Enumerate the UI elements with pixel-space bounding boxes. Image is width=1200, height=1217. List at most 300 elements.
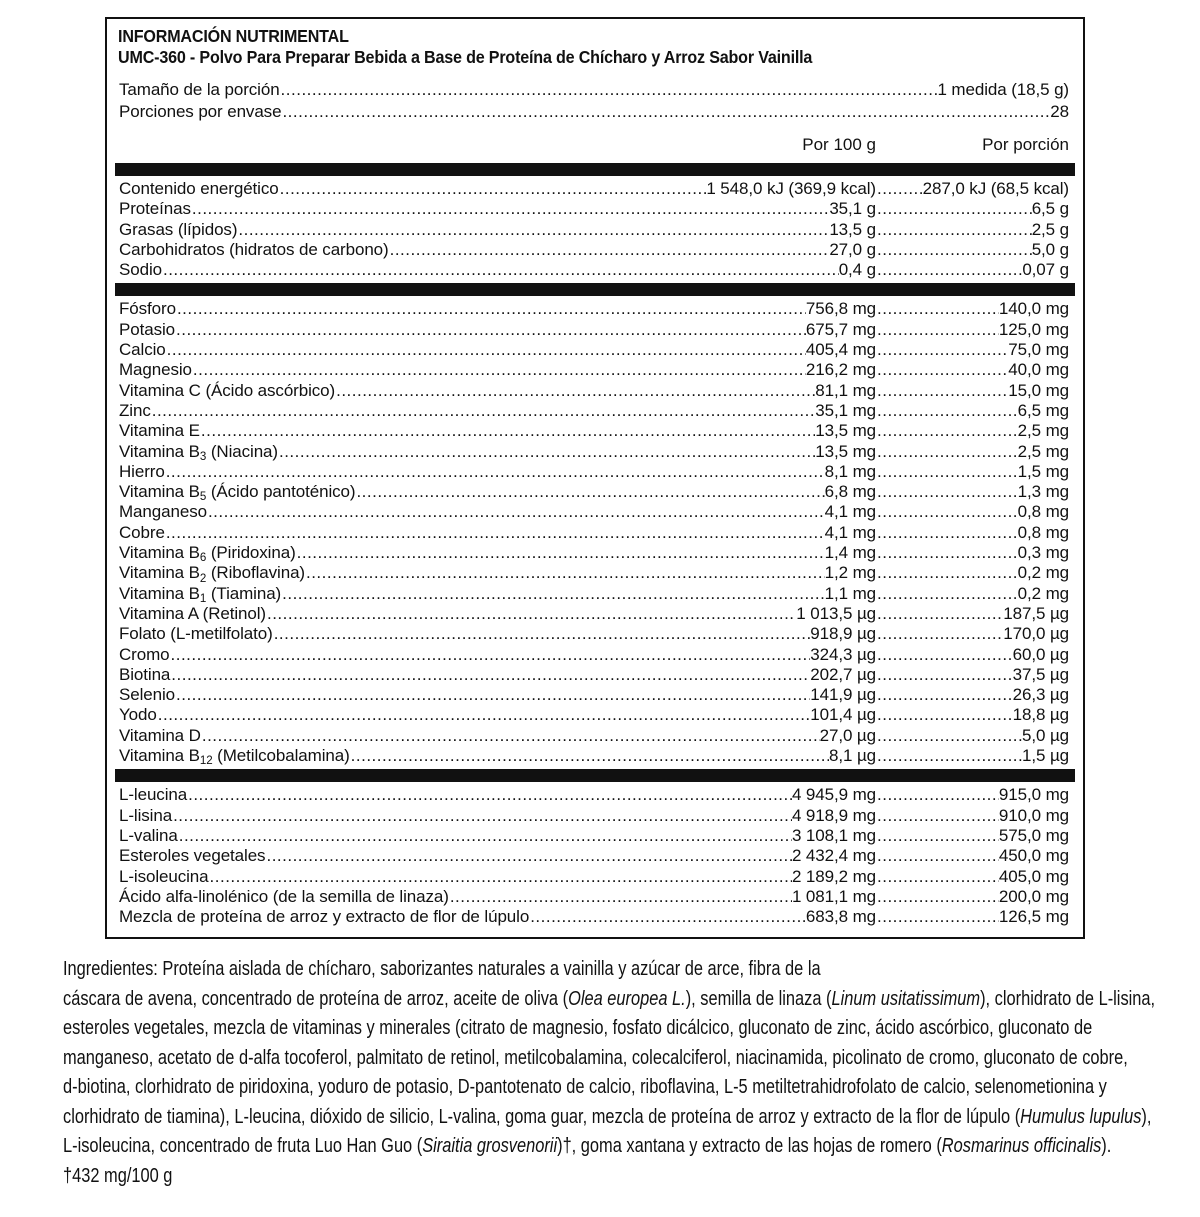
nutrient-name: Vitamina $B_3$ (Niacina)	[119, 441, 278, 462]
nutrient-name: Cromo	[119, 644, 170, 664]
dot-leader	[187, 785, 792, 805]
per-100g-value: 4 918,9 mg	[791, 805, 876, 825]
panel-subtitle: UMC-360 - Polvo Para Preparar Bebida a Base de Proteína de Chícharo y Arroz Sabor Vainilla	[118, 47, 813, 67]
dot-leader	[305, 563, 825, 583]
nutrient-row-left	[119, 320, 876, 340]
dot-leader	[876, 685, 1013, 705]
nutrient-name: Esteroles vegetales	[119, 846, 266, 866]
dot-leader	[281, 101, 1050, 123]
per-100g-value: 4,1 mg	[824, 522, 876, 542]
dot-leader	[876, 907, 999, 927]
per-100g-value: 35,1 mg	[815, 400, 876, 420]
nutrient-row-right	[876, 482, 1069, 502]
nutrient-row-right	[876, 543, 1069, 563]
dot-leader	[876, 401, 1018, 421]
dot-leader	[265, 846, 791, 866]
per-portion-value: 2,5 mg	[1017, 421, 1069, 441]
dot-leader	[209, 867, 792, 887]
nutrient-sections	[107, 163, 1083, 927]
nutrient-row-right	[876, 726, 1069, 746]
nutrient-name: Biotina	[119, 664, 171, 684]
per-100g-value: 13,5 g	[829, 219, 876, 239]
nutrient-row-left	[119, 806, 876, 826]
dot-leader	[876, 240, 1032, 260]
per-portion-value: 287,0 kJ (68,5 kcal)	[922, 179, 1069, 198]
nutrient-name: Contenido energético	[119, 179, 279, 198]
nutrient-row-left	[119, 785, 876, 805]
per-100g-value: 27,0 g	[829, 239, 876, 259]
ingredients-section	[63, 955, 1200, 1191]
nutrient-row	[107, 746, 1083, 766]
nutrient-row-left	[119, 907, 876, 927]
dot-leader	[876, 584, 1018, 604]
dot-leader	[876, 482, 1018, 502]
nutrient-name: Hierro	[119, 461, 165, 481]
nutrient-row-left	[119, 665, 876, 685]
nutrient-row	[107, 887, 1083, 907]
dot-leader	[876, 442, 1018, 462]
dot-leader	[192, 360, 806, 380]
dot-leader	[876, 299, 999, 319]
nutrient-row	[107, 442, 1083, 462]
nutrient-row-left	[119, 685, 876, 705]
per-portion-value: 575,0 mg	[998, 825, 1069, 845]
nutrient-name: L-isoleucina	[119, 866, 209, 886]
per-100g-value: 756,8 mg	[805, 299, 876, 319]
per-100g-value: 6,8 mg	[824, 482, 876, 502]
serving-row	[107, 79, 1083, 101]
per-portion-value: 0,3 mg	[1017, 543, 1069, 563]
dot-leader	[876, 846, 999, 866]
per-portion-value: 6,5 mg	[1017, 400, 1069, 420]
nutrient-row-right	[876, 746, 1069, 766]
serving-row	[107, 101, 1083, 123]
per-portion-value: 140,0 mg	[998, 299, 1069, 319]
per-100g-value: 918,9 µg	[810, 624, 876, 644]
per-portion-value: 5,0 µg	[1021, 725, 1069, 745]
per-portion-value: 126,5 mg	[998, 907, 1069, 927]
nutrient-row-left	[119, 240, 876, 260]
dot-leader	[178, 826, 792, 846]
nutrient-row	[107, 726, 1083, 746]
per-portion-value: 40,0 mg	[1008, 360, 1069, 380]
nutrient-name: Vitamina A (Retinol)	[119, 603, 266, 623]
nutrient-row	[107, 867, 1083, 887]
nutrient-row	[107, 179, 1083, 199]
nutrient-row-left	[119, 220, 876, 240]
nutrient-row-left	[119, 705, 876, 725]
nutrient-row-right	[876, 220, 1069, 240]
per-100g-value: 202,7 µg	[810, 664, 876, 684]
column-header-per-100g: Por 100 g	[802, 135, 876, 154]
nutrient-row-left	[119, 482, 876, 502]
nutrient-name: Cobre	[119, 522, 165, 542]
per-portion-value: 75,0 mg	[1008, 340, 1069, 360]
per-100g-value: 4 945,9 mg	[791, 785, 876, 805]
per-100g-value: 8,1 mg	[824, 461, 876, 481]
nutrient-row-right	[876, 523, 1069, 543]
nutrient-row-right	[876, 846, 1069, 866]
nutrient-row	[107, 523, 1083, 543]
nutrient-row-left	[119, 421, 876, 441]
nutrient-name: L-leucina	[119, 785, 188, 805]
nutrient-row-right	[876, 320, 1069, 340]
per-portion-value: 6,5 g	[1031, 199, 1069, 219]
dot-leader	[876, 563, 1018, 583]
section-divider-bar	[115, 283, 1075, 296]
ingredients-line: clorhidrato de tiamina), L-leucina, dióxido de silicio, L-valina, goma guar, mezcla de proteína de arroz y extracto de la flor de lúpulo (Humulus lupulus),	[63, 1105, 1152, 1128]
nutrient-row-left	[119, 360, 876, 380]
nutrient-name: Mezcla de proteína de arroz y extracto de flor de lúpulo	[119, 907, 530, 927]
per-portion-value: 1,5 µg	[1021, 746, 1069, 766]
ingredients-line: manganeso, acetato de d-alfa tocoferol, palmitato de retinol, metilcobalamina, colecalciferol, niacinamida, picolinato de cromo, gluconato de cobre,	[63, 1046, 1128, 1069]
nutrient-name: Vitamina $B_1$ (Tiamina)	[119, 583, 282, 604]
ingredients-line: Ingredientes: Proteína aislada de chícharo, saborizantes naturales a vainilla y azúcar de arce, fibra de la	[63, 958, 821, 981]
dot-leader	[876, 340, 1008, 360]
dot-leader	[176, 299, 806, 319]
nutrient-row-right	[876, 907, 1069, 927]
dot-leader	[449, 887, 792, 907]
per-portion-value: 18,8 µg	[1012, 705, 1069, 725]
dot-leader	[876, 421, 1018, 441]
nutrient-row-left	[119, 199, 876, 219]
nutrient-row-left	[119, 726, 876, 746]
ingredients-line: d-biotina, clorhidrato de piridoxina, yoduro de potasio, D-pantotenato de calcio, riboflavina, L-5 metiltetrahidrofolato de calcio, selenometionina y	[63, 1076, 1107, 1099]
nutrient-row	[107, 502, 1083, 522]
per-100g-value: 81,1 mg	[815, 380, 876, 400]
per-portion-value: 405,0 mg	[998, 866, 1069, 886]
dot-leader	[166, 340, 806, 360]
dot-leader	[279, 179, 707, 199]
nutrient-row	[107, 340, 1083, 360]
nutrient-row-left	[119, 442, 876, 462]
nutrient-name: Carbohidratos (hidratos de carbono)	[119, 239, 389, 259]
per-portion-value: 915,0 mg	[998, 785, 1069, 805]
nutrient-name: Calcio	[119, 340, 166, 360]
dot-leader	[389, 240, 830, 260]
nutrient-row-right	[876, 360, 1069, 380]
per-portion-value: 0,8 mg	[1017, 502, 1069, 522]
nutrient-row	[107, 685, 1083, 705]
nutrient-row	[107, 401, 1083, 421]
dot-leader	[876, 867, 999, 887]
dot-leader	[280, 79, 938, 101]
per-100g-value: 675,7 mg	[805, 319, 876, 339]
dot-leader	[170, 665, 810, 685]
dot-leader	[876, 645, 1013, 665]
nutrient-row	[107, 665, 1083, 685]
nutrient-row-right	[876, 421, 1069, 441]
nutrient-row-right	[876, 179, 1069, 199]
nutrient-row-right	[876, 584, 1069, 604]
per-portion-value: 0,2 mg	[1017, 563, 1069, 583]
dot-leader	[876, 179, 923, 199]
nutrient-name: Selenio	[119, 685, 176, 705]
nutrient-name: Folato (L-metilfolato)	[119, 624, 273, 644]
dot-leader	[172, 806, 792, 826]
per-portion-value: 187,5 µg	[1003, 603, 1069, 623]
per-100g-value: 683,8 mg	[805, 907, 876, 927]
dot-leader	[281, 584, 825, 604]
per-100g-value: 0,4 g	[838, 260, 876, 280]
dot-leader	[200, 421, 815, 441]
nutrient-name: Sodio	[119, 260, 162, 280]
nutrient-row-right	[876, 645, 1069, 665]
nutrient-row-right	[876, 604, 1069, 624]
dot-leader	[165, 462, 825, 482]
nutrient-row-left	[119, 746, 876, 766]
per-portion-value: 5,0 g	[1031, 239, 1069, 259]
nutrient-row	[107, 320, 1083, 340]
per-100g-value: 101,4 µg	[810, 705, 876, 725]
per-portion-value: 2,5 g	[1031, 219, 1069, 239]
per-100g-value: 4,1 mg	[824, 502, 876, 522]
dot-leader	[207, 502, 825, 522]
nutrient-name: Vitamina D	[119, 725, 201, 745]
nutrient-name: Vitamina E	[119, 421, 200, 441]
nutrient-row-left	[119, 502, 876, 522]
nutrient-row-left	[119, 401, 876, 421]
dot-leader	[335, 381, 815, 401]
nutrient-name: Vitamina $B_{12}$ (Metilcobalamina)	[119, 746, 350, 767]
nutrient-row	[107, 563, 1083, 583]
nutrient-row-right	[876, 624, 1069, 644]
per-portion-value: 1,5 mg	[1017, 461, 1069, 481]
nutrient-row	[107, 584, 1083, 604]
dot-leader	[876, 726, 1022, 746]
dot-leader	[162, 260, 839, 280]
nutrient-row-right	[876, 401, 1069, 421]
serving-row-name: Porciones por envase	[119, 102, 282, 121]
dot-leader	[876, 806, 999, 826]
per-100g-value: 35,1 g	[829, 199, 876, 219]
per-100g-value: 1,2 mg	[824, 563, 876, 583]
dot-leader	[876, 785, 999, 805]
per-portion-value: 0,2 mg	[1017, 583, 1069, 603]
nutrient-row	[107, 199, 1083, 219]
nutrient-row	[107, 826, 1083, 846]
nutrient-row-right	[876, 502, 1069, 522]
per-portion-value: 60,0 µg	[1012, 644, 1069, 664]
dot-leader	[151, 401, 816, 421]
nutrient-name: Vitamina C (Ácido ascórbico)	[119, 380, 336, 400]
per-100g-value: 27,0 µg	[819, 725, 876, 745]
per-100g-value: 1 548,0 kJ (369,9 kcal)	[706, 179, 876, 198]
per-portion-value: 125,0 mg	[998, 319, 1069, 339]
nutrient-row-left	[119, 543, 876, 563]
dot-leader	[876, 199, 1032, 219]
dot-leader	[201, 726, 820, 746]
nutrient-row	[107, 785, 1083, 805]
nutrient-name: Yodo	[119, 705, 157, 725]
dot-leader	[237, 220, 829, 240]
nutrient-row	[107, 240, 1083, 260]
dot-leader	[273, 624, 811, 644]
nutrient-name: Proteínas	[119, 199, 191, 219]
dot-leader	[876, 624, 1003, 644]
nutrient-row-left	[119, 523, 876, 543]
dot-leader	[876, 604, 1003, 624]
serving-row-value: 28	[1050, 102, 1069, 121]
per-100g-value: 216,2 mg	[805, 360, 876, 380]
dot-leader	[876, 887, 999, 907]
dot-leader	[266, 604, 796, 624]
nutrient-row-left	[119, 846, 876, 866]
panel-title: INFORMACIÓN NUTRIMENTAL	[118, 26, 349, 46]
nutrient-row-right	[876, 442, 1069, 462]
nutrient-row-left	[119, 826, 876, 846]
nutrient-row	[107, 299, 1083, 319]
dot-leader	[876, 665, 1013, 685]
nutrient-row	[107, 543, 1083, 563]
per-100g-value: 2 189,2 mg	[791, 866, 876, 886]
nutrient-row-right	[876, 462, 1069, 482]
nutrient-name: Vitamina $B_2$ (Riboflavina)	[119, 563, 305, 584]
nutrient-row	[107, 421, 1083, 441]
per-100g-value: 2 432,4 mg	[791, 846, 876, 866]
per-100g-value: 1 013,5 µg	[796, 603, 876, 623]
nutrient-name: Vitamina $B_5$ (Ácido pantoténico)	[119, 482, 356, 503]
nutrient-row	[107, 462, 1083, 482]
per-100g-value: 1,1 mg	[824, 583, 876, 603]
nutrient-row	[107, 705, 1083, 725]
nutrient-row-left	[119, 340, 876, 360]
per-100g-value: 1,4 mg	[824, 543, 876, 563]
nutrient-row-left	[119, 604, 876, 624]
dot-leader	[529, 907, 806, 927]
dot-leader	[296, 543, 825, 563]
dot-leader	[175, 320, 806, 340]
per-100g-value: 3 108,1 mg	[791, 825, 876, 845]
ingredients-footnote: †432 mg/100 g	[63, 1164, 173, 1187]
nutrition-facts-panel	[105, 17, 1085, 939]
nutrient-row-right	[876, 867, 1069, 887]
nutrient-row	[107, 360, 1083, 380]
nutrient-row-right	[876, 665, 1069, 685]
dot-leader	[175, 685, 810, 705]
dot-leader	[876, 523, 1018, 543]
dot-leader	[876, 746, 1022, 766]
ingredients-line: cáscara de avena, concentrado de proteína de arroz, aceite de oliva (Olea europea L.), semilla de linaza (Linum usitatissimum), clorhidrato de L-lisina,	[63, 987, 1156, 1010]
per-100g-value: 405,4 mg	[805, 340, 876, 360]
nutrient-name: Vitamina $B_6$ (Piridoxina)	[119, 543, 296, 564]
nutrient-row	[107, 846, 1083, 866]
nutrient-name: Potasio	[119, 319, 176, 339]
dot-leader	[876, 381, 1008, 401]
nutrient-row-left	[119, 381, 876, 401]
nutrient-name: L-valina	[119, 825, 178, 845]
nutrient-row	[107, 806, 1083, 826]
dot-leader	[876, 502, 1018, 522]
dot-leader	[278, 442, 815, 462]
dot-leader	[876, 360, 1008, 380]
per-portion-value: 2,5 mg	[1017, 441, 1069, 461]
nutrient-row-left	[119, 584, 876, 604]
nutrient-row	[107, 624, 1083, 644]
nutrient-row-right	[876, 887, 1069, 907]
nutrient-name: Zinc	[119, 400, 151, 420]
nutrient-name: L-lisina	[119, 805, 173, 825]
column-header-per-portion: Por porción	[982, 135, 1069, 154]
dot-leader	[355, 482, 824, 502]
nutrient-name: Magnesio	[119, 360, 192, 380]
nutrient-row-left	[119, 645, 876, 665]
nutrient-row-right	[876, 705, 1069, 725]
per-portion-value: 910,0 mg	[998, 805, 1069, 825]
nutrient-row-right	[876, 563, 1069, 583]
nutrient-row-right	[876, 826, 1069, 846]
nutrient-row-left	[119, 179, 876, 199]
per-100g-value: 1 081,1 mg	[791, 886, 876, 906]
per-portion-value: 37,5 µg	[1012, 664, 1069, 684]
per-portion-value: 0,07 g	[1022, 260, 1069, 280]
serving-row-value: 1 medida (18,5 g)	[937, 80, 1069, 99]
serving-row-name: Tamaño de la porción	[119, 80, 280, 99]
per-100g-value: 141,9 µg	[810, 685, 876, 705]
nutrient-row	[107, 645, 1083, 665]
dot-leader	[191, 199, 829, 219]
dot-leader	[876, 543, 1018, 563]
nutrient-row	[107, 482, 1083, 502]
nutrient-row-left	[119, 462, 876, 482]
dot-leader	[876, 260, 1022, 280]
nutrient-name: Fósforo	[119, 299, 176, 319]
dot-leader	[350, 746, 829, 766]
per-portion-value: 1,3 mg	[1017, 482, 1069, 502]
per-100g-value: 13,5 mg	[815, 421, 876, 441]
per-portion-value: 26,3 µg	[1012, 685, 1069, 705]
per-100g-value: 8,1 µg	[828, 746, 876, 766]
nutrient-name: Manganeso	[119, 502, 207, 522]
nutrition-label-page	[0, 17, 1200, 1191]
nutrient-row	[107, 604, 1083, 624]
nutrient-row-right	[876, 260, 1069, 280]
dot-leader	[876, 826, 999, 846]
nutrient-row-left	[119, 867, 876, 887]
per-100g-value: 13,5 mg	[815, 441, 876, 461]
nutrient-row-right	[876, 199, 1069, 219]
dot-leader	[876, 320, 999, 340]
dot-leader	[876, 705, 1013, 725]
per-portion-value: 170,0 µg	[1003, 624, 1069, 644]
ingredients-line: L-isoleucina, concentrado de fruta Luo Han Guo (Siraitia grosvenorii)†, goma xantana y extracto de las hojas de romero (Rosmarinus officinalis).	[63, 1135, 1112, 1158]
per-100g-value: 324,3 µg	[810, 644, 876, 664]
serving-rows	[107, 79, 1083, 123]
section-divider-bar	[115, 769, 1075, 782]
nutrient-row-right	[876, 381, 1069, 401]
nutrient-row-left	[119, 563, 876, 583]
nutrient-row-right	[876, 340, 1069, 360]
section-divider-bar	[115, 163, 1075, 176]
nutrient-row-left	[119, 624, 876, 644]
per-portion-value: 200,0 mg	[998, 886, 1069, 906]
nutrient-row-right	[876, 806, 1069, 826]
nutrient-name: Grasas (lípidos)	[119, 219, 238, 239]
per-portion-value: 0,8 mg	[1017, 522, 1069, 542]
nutrient-row	[107, 907, 1083, 927]
dot-leader	[170, 645, 811, 665]
dot-leader	[165, 523, 825, 543]
column-headers	[107, 125, 1083, 160]
nutrient-row-right	[876, 785, 1069, 805]
nutrient-row	[107, 260, 1083, 280]
nutrient-row-left	[119, 260, 876, 280]
nutrient-row-left	[119, 887, 876, 907]
dot-leader	[876, 462, 1018, 482]
nutrient-row	[107, 381, 1083, 401]
dot-leader	[157, 705, 811, 725]
per-portion-value: 450,0 mg	[998, 846, 1069, 866]
